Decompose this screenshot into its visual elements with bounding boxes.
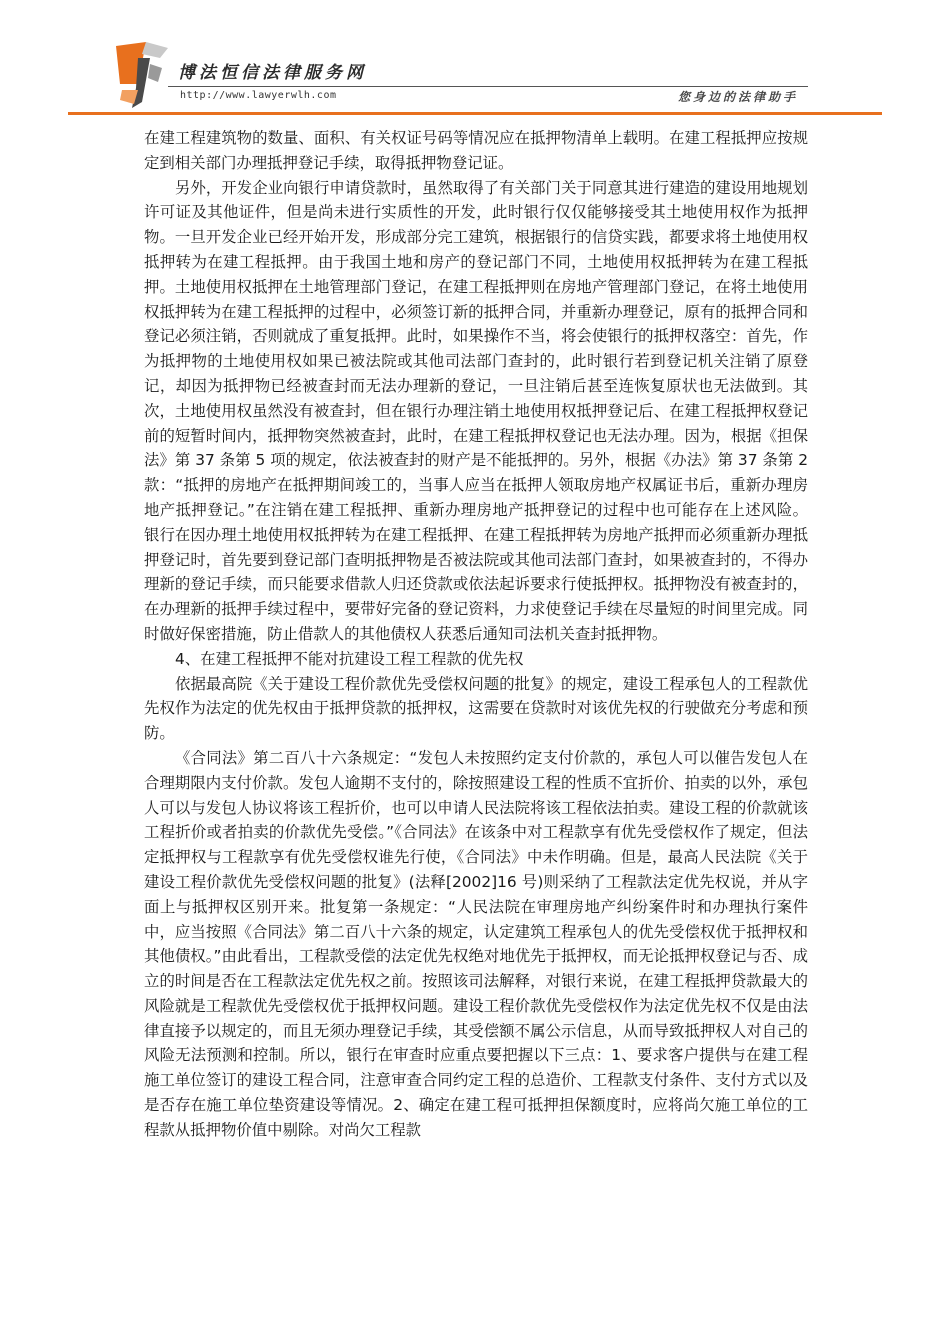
body-paragraph: 《合同法》第二百八十六条规定：“发包人未按照约定支付价款的，承包人可以催告发包人在合理期限内支付价款。发包人逾期不支付的，除按照建设工程的性质不宜折价、拍卖的以外，承包人可以与发包人协议将该工程折价，也可以申请人民法院将该工程依法拍卖。建设工程的价款就该工程折价或者拍卖的价款优先受偿。”《合同法》在该条中对工程款享有优先受偿权作了规定，但法定抵押权与工程款享有优先受偿权谁先行使，《合同法》中未作明确。但是，最高人民法院《关于建设工程价款优先受偿权问题的批复》(法释[2002]16 号)则采纳了工程款法定优先权说，并从字面上与抵押权区别开来。批复第一条规定：“人民法院在审理房地产纠纷案件时和办理执行案件中，应当按照《合同法》第二百八十六条的规定，认定建筑工程承包人的优先受偿权优于抵押权和其他债权。”由此看出，工程款受偿的法定优先权绝对地优先于抵押权，而无论抵押权登记与否、成立的时间是否在工程款法定优先权之前。按照该司法解释，对银行来说，在建工程抵押贷款最大的风险就是工程款优先受偿权优于抵押权问题。建设工程价款优先受偿权作为法定优先权不仅是由法律直接予以规定的，而且无须办理登记手续，其受偿额不属公示信息，从而导致抵押权人对自己的风险无法预测和控制。所以，银行在审查时应重点要把握以下三点：1、要求客户提供与在建工程施工单位签订的建设工程合同，注意审查合同约定工程的总造价、工程款支付条件、支付方式以及是否存在施工单位垫资建设等情况。2、确定在建工程可抵押担保额度时，应将尚欠施工单位的工程款从抵押物价值中剔除。对尚欠工程款 — [144, 748, 808, 1139]
section-heading: 4、在建工程抵押不能对抗建设工程工程款的优先权 — [175, 649, 524, 668]
document-body — [144, 126, 808, 1143]
page-header — [0, 0, 950, 120]
site-name: 博法恒信法律服务网 — [178, 63, 367, 83]
site-logo-icon — [112, 38, 174, 112]
header-accent-rule — [68, 112, 882, 115]
body-paragraph: 依据最高院《关于建设工程价款优先受偿权问题的批复》的规定，建设工程承包人的工程款优先权作为法定的优先权由于抵押贷款的抵押权，这需要在贷款时对该优先权的行驶做充分考虑和预防。 — [144, 674, 808, 743]
body-paragraph: 另外，开发企业向银行申请贷款时，虽然取得了有关部门关于同意其进行建造的建设用地规划许可证及其他证件，但是尚未进行实质性的开发，此时银行仅仅能够接受其土地使用权作为抵押物。一旦开发企业已经开始开发，形成部分完工建筑，根据银行的信贷实践，都要求将土地使用权抵押转为在建工程抵押。由于我国土地和房产的登记部门不同，土地使用权抵押转为在建工程抵押。土地使用权抵押在土地管理部门登记，在建工程抵押则在房地产管理部门登记，在将土地使用权抵押转为在建工程抵押的过程中，必须签订新的抵押合同，并重新办理登记，原有的抵押合同和登记必须注销，否则就成了重复抵押。此时，如果操作不当，将会使银行的抵押权落空：首先，作为抵押物的土地使用权如果已被法院或其他司法部门查封的，此时银行若到登记机关注销了原登记，却因为抵押物已经被查封而无法办理新的登记，一旦注销后甚至连恢复原状也无法做到。其次，土地使用权虽然没有被查封，但在银行办理注销土地使用权抵押登记后、在建工程抵押权登记前的短暂时间内，抵押物突然被查封，此时，在建工程抵押权登记也无法办理。因为，根据《担保法》第 37 条第 5 项的规定，依法被查封的财产是不能抵押的。另外，根据《办法》第 37 条第 2 款：“抵押的房地产在抵押期间竣工的，当事人应当在抵押人领取房地产权属证书后，重新办理房地产抵押登记。”在注销在建工程抵押、重新办理房地产抵押登记的过程中也可能存在上述风险。 银行在因办理土地使用权抵押转为在建工程抵押、在建工程抵押转为房地产抵押而必须重新办理抵押登记时，首先要到登记部门查明抵押物是否被法院或其他司法部门查封，如果被查封的，不得办理新的登记手续，而只能要求借款人归还贷款或依法起诉要求行使抵押权。抵押物没有被查封的，在办理新的抵押手续过程中，要带好完备的登记资料，力求使登记手续在尽量短的时间里完成。同时做好保密措施，防止借款人的其他债权人获悉后通知司法机关查封抵押物。 — [144, 178, 808, 643]
site-tagline: 您身边的法律助手 — [677, 90, 798, 104]
body-paragraph: 在建工程建筑物的数量、面积、有关权证号码等情况应在抵押物清单上载明。在建工程抵押应按规定到相关部门办理抵押登记手续，取得抵押物登记证。 — [144, 129, 808, 172]
header-divider — [168, 86, 808, 87]
site-url[interactable]: http://www.lawyerwlh.com — [180, 90, 337, 101]
